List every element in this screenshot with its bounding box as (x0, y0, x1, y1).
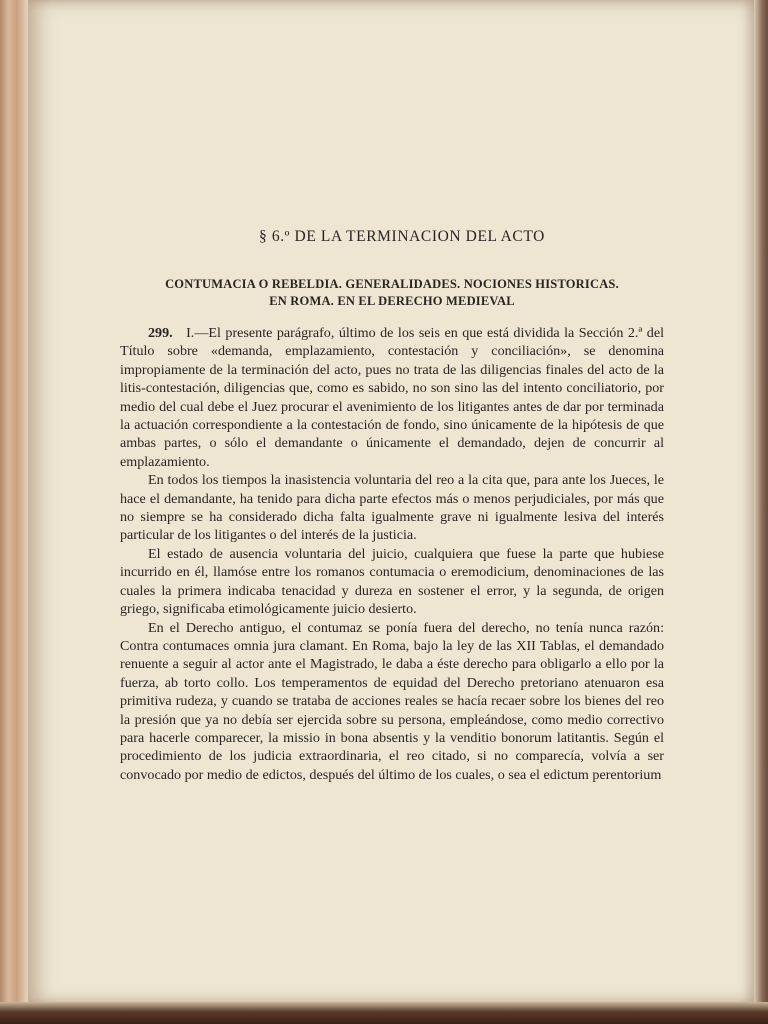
book-binding (0, 0, 28, 1024)
subheading-line-1: CONTUMACIA O REBELDIA. GENERALIDADES. NOCIONES HISTORICAS. (165, 277, 619, 291)
paragraph-number: 299. (148, 325, 173, 341)
subheading (120, 276, 664, 310)
subheading-line-2: EN ROMA. EN EL DERECHO MEDIEVAL (269, 294, 515, 308)
paragraph-1-text: I.—El presente parágrafo, último de los seis en que está dividida la Sección 2.ª del Título sobre «demanda, emplazamiento, contestación y conciliación», se denomina impropiamente de la terminación del acto, pues no trata de las diligencias finales del acto de la litis-contestación, diligencias que, como es sabido, no son sino las del intento conciliatorio, por medio del cual debe el Juez procurar el avenimiento de los litigantes antes de dar por terminada la actuación correspondiente a la contestación de fondo, sino únicamente de la hipótesis de que ambas partes, o sólo el demandante o únicamente el demandado, dejen de concurrir al emplazamiento. (120, 325, 664, 470)
page-edge (754, 0, 768, 1024)
book-bottom-edge (0, 1002, 768, 1024)
paragraph-4: En el Derecho antiguo, el contumaz se ponía fuera del derecho, no tenía nunca razón: Contra contumaces omnia jura clamant. En Roma, bajo la ley de las XII Tablas, el demandado renuente a seguir al actor ante el Magistrado, le daba a éste derecho para obligarlo a ello por la fuerza, ab torto collo. Los temperamentos de equidad del Derecho pretoriano atenuaron esa primitiva rudeza, y cuando se trataba de acciones reales se hacía recaer sobre los bienes del reo la presión que ya no debía ser ejercida sobre su persona, empleándose, como medio correctivo para hacerle comparecer, la missio in bona absentis y la venditio bonorum latitantis. Según el procedimiento de los judicia extraordinaria, el reo citado, si no comparecía, volvía a ser convocado por medio de edictos, después del último de los cuales, o sea el edictum perentorium (120, 619, 664, 783)
page-text (120, 228, 664, 784)
paragraph-1 (120, 324, 664, 471)
paragraph-2: En todos los tiempos la inasistencia voluntaria del reo a la cita que, para ante los Jueces, le hace el demandante, ha tenido para dicha parte efectos más o menos perjudiciales, por más que no siempre se ha considerado dicha falta igualmente grave ni igualmente lesiva del interés particular de los litigantes o del interés de la justicia. (120, 472, 664, 544)
section-heading: § 6.º DE LA TERMINACION DEL ACTO (259, 228, 545, 245)
paragraph-3: El estado de ausencia voluntaria del juicio, cualquiera que fuese la parte que hubiese incurrido en él, llamóse entre los romanos contumacia o eremodicium, denominaciones de las cuales la primera indicaba tenacidad y dureza en sostener el error, y la segunda, de origen griego, significaba etimológicamente juicio desierto. (120, 545, 664, 618)
book-page (28, 0, 754, 1004)
